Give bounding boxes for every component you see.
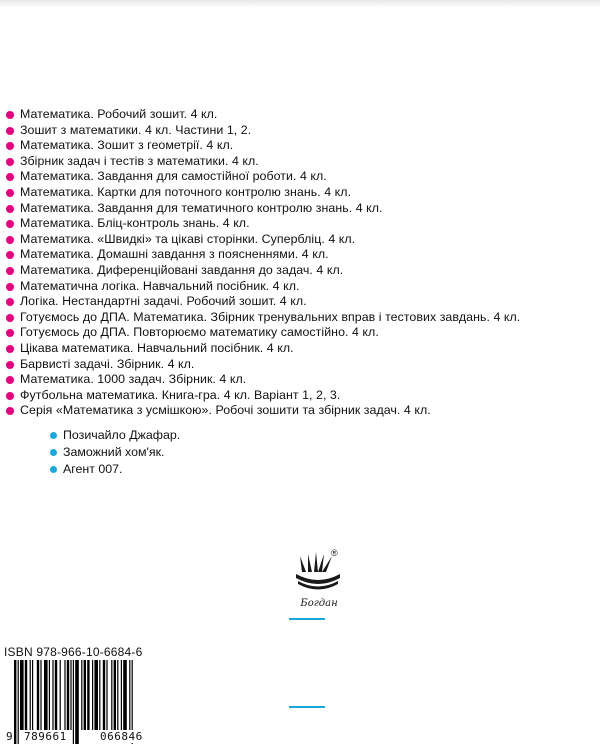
book-title: Математика. Домашні завдання з поясненнями. 4 кл. [20, 247, 329, 262]
barcode-bar [30, 660, 31, 730]
barcode-bar [25, 660, 27, 730]
book-title: Готуємось до ДПА. Математика. Збірник тренувальних вправ і тестових завдань. 4 кл. [20, 309, 521, 324]
list-item [6, 341, 520, 357]
list-item [6, 310, 520, 326]
list-item [6, 232, 520, 248]
barcode-bar [70, 660, 71, 730]
barcode-bar [106, 660, 107, 730]
list-item [6, 357, 520, 373]
bullet-icon [6, 205, 14, 213]
book-title: Футбольна математика. Книга-гра. 4 кл. Варіант 1, 2, 3. [20, 387, 341, 402]
barcode-bar [32, 660, 33, 730]
book-title: Математична логіка. Навчальний посібник. 4 кл. [20, 278, 300, 293]
bullet-icon [6, 267, 14, 275]
barcode-bar [20, 660, 24, 730]
list-item [6, 169, 520, 185]
barcode-bar [94, 660, 98, 730]
book-title: Математика. Бліц-контроль знань. 4 кл. [20, 216, 250, 231]
barcode-bar [49, 660, 50, 730]
barcode-bar [73, 660, 74, 744]
bullet-icon [6, 220, 14, 228]
barcode-bar [44, 660, 48, 730]
bullet-icon [6, 173, 14, 181]
list-item [6, 294, 520, 310]
divider [289, 618, 325, 620]
barcode-bar [111, 660, 112, 730]
barcode-bar [92, 660, 93, 730]
bullet-icon [6, 251, 14, 259]
series-item [50, 461, 180, 478]
list-item [6, 325, 520, 341]
barcode-bar [55, 660, 57, 730]
publisher-name: Богдан [300, 598, 338, 609]
barcode-bar [40, 660, 41, 730]
book-title: Математика. Зошит з геометрії. 4 кл. [20, 138, 234, 153]
list-item [6, 372, 520, 388]
bullet-icon [6, 142, 14, 150]
barcode-bar [14, 660, 16, 744]
series-title: Агент 007. [63, 462, 123, 476]
bullet-icon [6, 314, 14, 322]
book-title: Математика. Завдання для самостійної роботи. 4 кл. [20, 169, 327, 184]
barcode-bar [123, 660, 127, 730]
bullet-icon [50, 432, 57, 439]
publisher-logo [288, 548, 350, 610]
barcode-bar [64, 660, 65, 730]
barcode-left-digits: 789661 [24, 730, 67, 743]
barcode-bar [99, 660, 100, 730]
bullet-icon [6, 283, 14, 291]
book-title: Готуємось до ДПА. Повторюємо математику самостійно. 4 кл. [20, 325, 379, 340]
bullet-icon [6, 361, 14, 369]
barcode-bar [52, 660, 53, 730]
barcode-bar [114, 660, 116, 730]
list-item [6, 185, 520, 201]
book-title: Барвисті задачі. Збірник. 4 кл. [20, 356, 195, 371]
book-title: Зошит з математики. 4 кл. Частини 1, 2. [20, 122, 252, 137]
book-title: Математика. 1000 задач. Збірник. 4 кл. [20, 372, 247, 387]
bullet-icon [6, 298, 14, 306]
list-item [6, 138, 520, 154]
barcode-bar [67, 660, 69, 730]
barcode-bar [103, 660, 105, 730]
list-item [6, 279, 520, 295]
bullet-icon [6, 236, 14, 244]
series-list [50, 427, 180, 478]
bullet-icon [6, 329, 14, 337]
series-item [50, 444, 180, 461]
barcode-bar [117, 660, 118, 730]
barcode-bar [37, 660, 39, 730]
bullet-icon [6, 407, 14, 415]
barcode-right-digits: 066846 [100, 730, 143, 743]
book-list [6, 107, 520, 419]
barcode-lead-digit: 9 [6, 730, 14, 743]
bullet-icon [6, 111, 14, 119]
book-title: Серія «Математика з усмішкою». Робочі зошити та збірник задач. 4 кл. [20, 403, 431, 418]
barcode-bar [18, 660, 19, 744]
isbn-text: ISBN 978-966-10-6684-6 [4, 645, 143, 659]
book-title: Математика. Завдання для тематичного контролю знань. 4 кл. [20, 200, 383, 215]
list-item [6, 107, 520, 123]
registered-mark: ® [331, 548, 338, 558]
bullet-icon [50, 466, 57, 473]
barcode-bar [84, 660, 86, 730]
divider [289, 706, 325, 708]
series-title: Позичайло Джафар. [63, 428, 181, 442]
barcode-bar [60, 660, 61, 730]
bullet-icon [6, 392, 14, 400]
barcode-bar [121, 660, 122, 730]
list-item [6, 388, 520, 404]
list-item [6, 123, 520, 139]
list-item [6, 154, 520, 170]
list-item [6, 403, 520, 419]
top-edge [0, 0, 600, 8]
barcode-bar [129, 660, 130, 730]
book-title: Логіка. Нестандартні задачі. Робочий зошит. 4 кл. [20, 294, 307, 309]
bullet-icon [6, 345, 14, 353]
barcode-bar [81, 660, 82, 730]
book-title: Математика. Робочий зошит. 4 кл. [20, 107, 218, 121]
bullet-icon [6, 127, 14, 135]
list-item [6, 263, 520, 279]
book-title: Збірник задач і тестів з математики. 4 кл. [20, 153, 259, 168]
bullet-icon [50, 449, 57, 456]
book-title: Математика. Картки для поточного контролю знань. 4 кл. [20, 184, 352, 199]
book-title: Математика. Диференційовані завдання до задач. 4 кл. [20, 262, 344, 277]
barcode-bar [75, 660, 79, 744]
book-title: Цікава математика. Навчальний посібник. 4 кл. [20, 340, 294, 355]
bullet-icon [6, 376, 14, 384]
list-item [6, 247, 520, 263]
list-item [6, 216, 520, 232]
barcode-bar [87, 660, 89, 730]
book-title: Математика. «Швидкі» та цікаві сторінки. Супербліц. 4 кл. [20, 231, 356, 246]
series-item [50, 427, 180, 444]
bullet-icon [6, 158, 14, 166]
series-title: Заможний хом'як. [63, 445, 165, 459]
bullet-icon [6, 189, 14, 197]
list-item [6, 201, 520, 217]
